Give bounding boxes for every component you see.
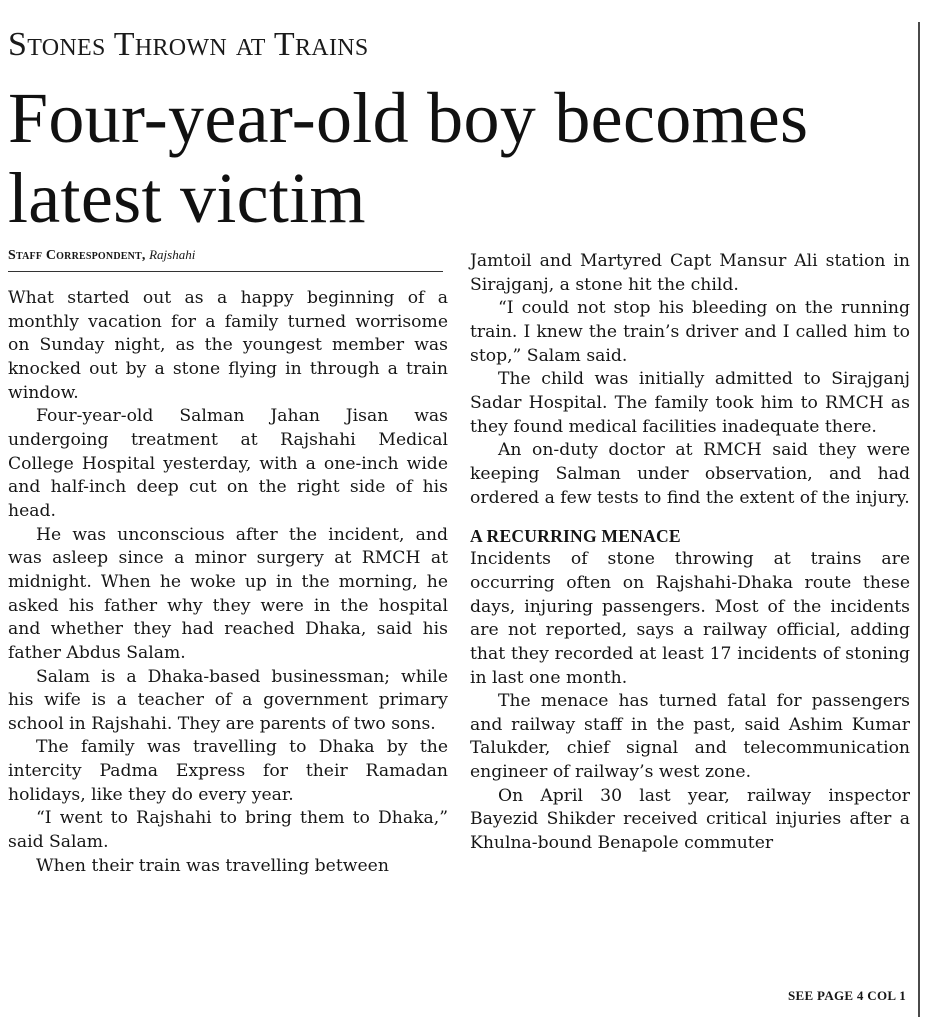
paragraph: An on-duty doctor at RMCH said they were keeping Salman under observation, and had ordered a few tests to find the extent of the injury. <box>470 440 910 508</box>
paragraph: The child was initially admitted to Sirajganj Sadar Hospital. The family took him to RMCH as they found medical facilities inadequate there. <box>470 369 910 437</box>
byline-place: Rajshahi <box>149 247 196 262</box>
paragraph: He was unconscious after the incident, and was asleep since a minor surgery at RMCH at midnight. When he woke up in the morning, he asked his father why they were in the hospital and whether they had reached Dhaka, said his father Abdus Salam. <box>8 524 448 663</box>
paragraph: Four-year-old Salman Jahan Jisan was undergoing treatment at Rajshahi Medical College Hospital yesterday, with a one-inch wide and half-inch deep cut on the right side of his head. <box>8 406 448 521</box>
paragraph: Jamtoil and Martyred Capt Mansur Ali station in Sirajganj, a stone hit the child. <box>470 251 910 295</box>
paragraph: What started out as a happy beginning of a monthly vacation for a family turned worrisome on Sunday night, as the youngest member was knocked out by a stone flying in through a train window. <box>8 288 448 403</box>
paragraph: The family was travelling to Dhaka by the intercity Padma Express for their Ramadan holidays, like they do every year. <box>8 737 448 805</box>
byline <box>8 245 443 272</box>
headline: Four-year-old boy becomes latest victim <box>8 78 809 238</box>
paragraph: The menace has turned fatal for passengers and railway staff in the past, said Ashim Kumar Talukder, chief signal and telecommunication engineer of railway’s west zone. <box>470 691 910 783</box>
subhead: A RECURRING MENACE <box>470 526 681 547</box>
continuation-note: SEE PAGE 4 COL 1 <box>788 988 906 1003</box>
left-column <box>8 287 448 878</box>
paragraph: “I went to Rajshahi to bring them to Dhaka,” said Salam. <box>8 808 448 853</box>
right-column <box>470 250 910 856</box>
byline-author: Staff Correspondent, <box>8 248 146 263</box>
paragraph: On April 30 last year, railway inspector Bayezid Shikder received critical injuries after a Khulna-bound Benapole commuter <box>470 785 910 854</box>
paragraph: Incidents of stone throwing at trains are occurring often on Rajshahi-Dhaka route these days, injuring passengers. Most of the incidents are not reported, says a railway official, adding that they recorded at least 17 incidents of stoning in last one month. <box>470 549 910 688</box>
column-rule <box>918 22 920 1017</box>
kicker: Stones Thrown at Trains <box>8 26 369 63</box>
paragraph: When their train was travelling between <box>36 855 389 876</box>
paragraph: “I could not stop his bleeding on the running train. I knew the train’s driver and I called him to stop,” Salam said. <box>470 298 910 366</box>
paragraph: Salam is a Dhaka-based businessman; while his wife is a teacher of a government primary school in Rajshahi. They are parents of two sons. <box>8 666 448 734</box>
